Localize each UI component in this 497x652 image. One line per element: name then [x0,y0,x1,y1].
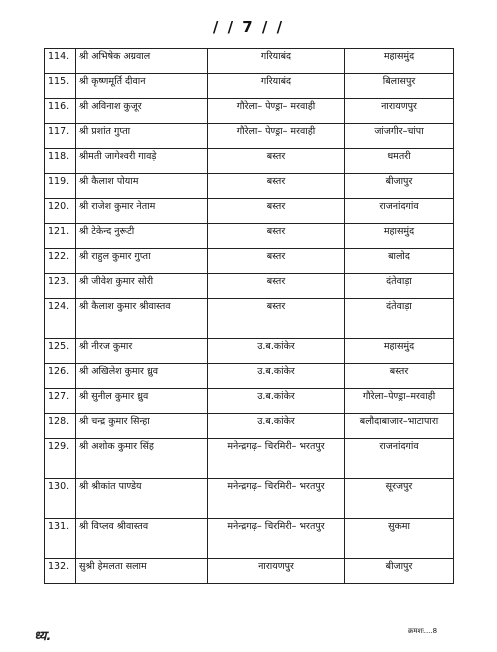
officer-name-cell: श्री कैलाश कुमार श्रीवास्तव [76,299,208,339]
new-posting-cell: बीजापुर [345,559,454,584]
table-row [45,439,454,479]
officer-name-cell: श्री जीवेश कुमार सोरी [76,274,208,299]
new-posting-cell: बलौदाबाजार–भाटापारा [345,414,454,439]
table-row [45,479,454,519]
new-posting-cell: राजनांदगांव [345,199,454,224]
new-posting-cell: सुकमा [345,519,454,559]
new-posting-cell: राजनांदगांव [345,439,454,479]
new-posting-cell: धमतरी [345,149,454,174]
table-row [45,124,454,149]
row-number-cell: 124. [45,299,76,339]
row-number-cell: 117. [45,124,76,149]
officer-name-cell: श्री कृष्णमूर्ति दीवान [76,74,208,99]
table-row [45,149,454,174]
posting-table [44,48,454,584]
table-row [45,49,454,74]
row-number-cell: 131. [45,519,76,559]
current-posting-cell: मनेन्द्रगढ़– चिरमिरी– भरतपुर [208,519,345,559]
table-row [45,299,454,339]
officer-name-cell: श्री नीरज कुमार [76,339,208,364]
row-number-cell: 118. [45,149,76,174]
officer-name-cell: श्री अखिलेश कुमार ध्रुव [76,364,208,389]
row-number-cell: 132. [45,559,76,584]
table-row [45,339,454,364]
officer-name-cell: सुश्री हेमलता सलाम [76,559,208,584]
new-posting-cell: महासमुंद [345,49,454,74]
new-posting-cell: बीजापुर [345,174,454,199]
new-posting-cell: नारायणपुर [345,99,454,124]
table-row [45,99,454,124]
current-posting-cell: उ.ब.कांकेर [208,339,345,364]
officer-name-cell: श्रीमती जागेश्वरी गावड़े [76,149,208,174]
row-number-cell: 121. [45,224,76,249]
row-number-cell: 126. [45,364,76,389]
new-posting-cell: जांजगीर–चांपा [345,124,454,149]
current-posting-cell: उ.ब.कांकेर [208,414,345,439]
continued-note: क्रमशः....8 [408,627,438,635]
current-posting-cell: बस्तर [208,199,345,224]
table-row [45,364,454,389]
officer-name-cell: श्री सुनील कुमार ध्रुव [76,389,208,414]
current-posting-cell: मनेन्द्रगढ़– चिरमिरी– भरतपुर [208,479,345,519]
row-number-cell: 128. [45,414,76,439]
current-posting-cell: बस्तर [208,174,345,199]
table-row [45,199,454,224]
officer-name-cell: श्री राजेश कुमार नेताम [76,199,208,224]
current-posting-cell: गरियाबंद [208,74,345,99]
new-posting-cell: महासमुंद [345,339,454,364]
new-posting-cell: गौरेला–पेण्ड्रा–मरवाही [345,389,454,414]
officer-name-cell: श्री टेकेन्द नुरूटी [76,224,208,249]
current-posting-cell: गौरेला– पेण्ड्रा– मरवाही [208,124,345,149]
current-posting-cell: बस्तर [208,224,345,249]
table-row [45,74,454,99]
row-number-cell: 122. [45,249,76,274]
page-number: / / 7 / / [212,18,285,36]
handwritten-initials: ध्य. [34,629,52,644]
current-posting-cell: बस्तर [208,274,345,299]
table-row [45,519,454,559]
new-posting-cell: बालोद [345,249,454,274]
new-posting-cell: बिलासपुर [345,74,454,99]
row-number-cell: 116. [45,99,76,124]
new-posting-cell: बस्तर [345,364,454,389]
current-posting-cell: उ.ब.कांकेर [208,364,345,389]
table-row [45,224,454,249]
row-number-cell: 114. [45,49,76,74]
current-posting-cell: उ.ब.कांकेर [208,389,345,414]
row-number-cell: 129. [45,439,76,479]
current-posting-cell: गरियाबंद [208,49,345,74]
row-number-cell: 120. [45,199,76,224]
officer-name-cell: श्री कैलाश पोयाम [76,174,208,199]
officer-name-cell: श्री चन्द्र कुमार सिन्हा [76,414,208,439]
row-number-cell: 130. [45,479,76,519]
new-posting-cell: सूरजपुर [345,479,454,519]
row-number-cell: 123. [45,274,76,299]
current-posting-cell: बस्तर [208,299,345,339]
table-row [45,389,454,414]
table-row [45,174,454,199]
officer-name-cell: श्री अशोक कुमार सिंह [76,439,208,479]
row-number-cell: 115. [45,74,76,99]
current-posting-cell: गौरेला– पेण्ड्रा– मरवाही [208,99,345,124]
table-row [45,414,454,439]
table-row [45,249,454,274]
officer-name-cell: श्री प्रशांत गुप्ता [76,124,208,149]
officer-name-cell: श्री अभिषेक अग्रवाल [76,49,208,74]
current-posting-cell: नारायणपुर [208,559,345,584]
officer-name-cell: श्री अविनाश कुजूर [76,99,208,124]
current-posting-cell: बस्तर [208,149,345,174]
officer-name-cell: श्री विप्लव श्रीवास्तव [76,519,208,559]
current-posting-cell: मनेन्द्रगढ़– चिरमिरी– भरतपुर [208,439,345,479]
row-number-cell: 125. [45,339,76,364]
new-posting-cell: महासमुंद [345,224,454,249]
new-posting-cell: दंतेवाड़ा [345,299,454,339]
row-number-cell: 119. [45,174,76,199]
current-posting-cell: बस्तर [208,249,345,274]
row-number-cell: 127. [45,389,76,414]
table-row [45,559,454,584]
table-row [45,274,454,299]
officer-name-cell: श्री श्रीकांत पाण्डेय [76,479,208,519]
new-posting-cell: दंतेवाड़ा [345,274,454,299]
officer-name-cell: श्री राहुल कुमार गुप्ता [76,249,208,274]
